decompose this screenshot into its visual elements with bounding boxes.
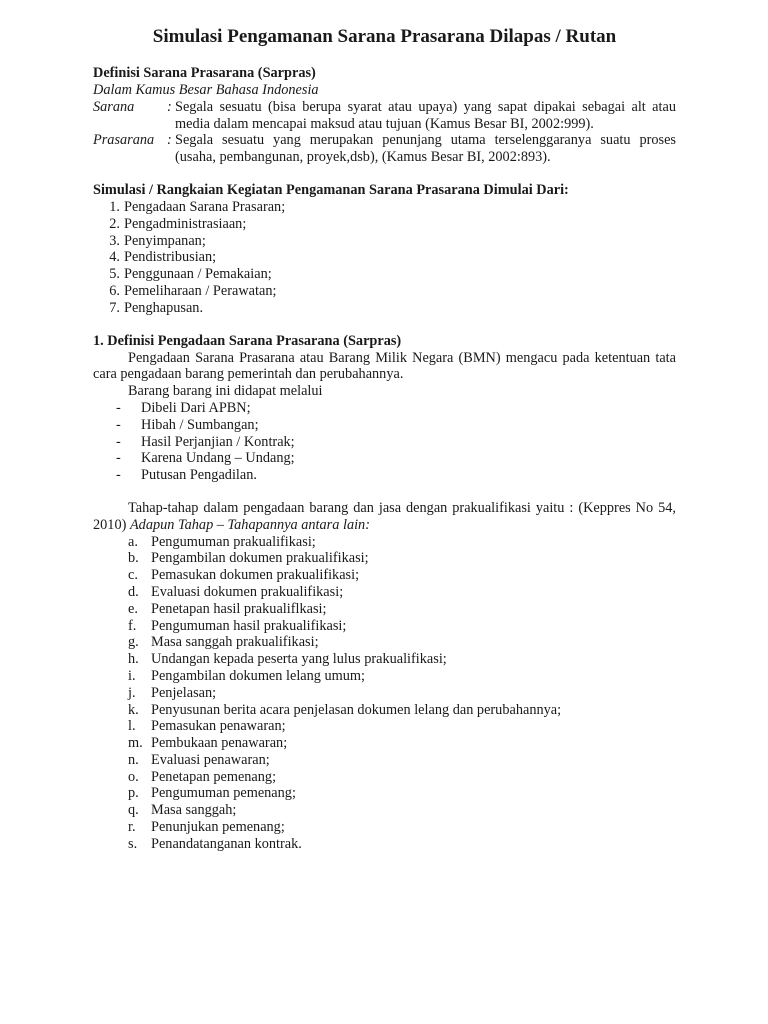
list-number: 6. (109, 282, 120, 299)
list-text: Penunjukan pemenang; (151, 819, 285, 836)
list-letter: k. (128, 701, 139, 718)
list-item (93, 434, 676, 451)
list-text: Pengambilan dokumen lelang umum; (151, 667, 366, 684)
list-dash: - (116, 433, 121, 450)
sources-list (93, 400, 676, 484)
definition-text: Segala sesuatu (bisa berupa syarat atau upaya) yang sapat dipakai sebagai alt atau media dalam mencapai maksud atau tujuan (Kamus Besar BI, 2002:999). (175, 98, 676, 132)
tahap-intro-paragraph (93, 500, 676, 534)
list-item (93, 769, 676, 786)
list-item (93, 400, 676, 417)
list-number: 7. (109, 299, 120, 316)
list-item (93, 450, 676, 467)
list-text: Pemasukan dokumen prakualifikasi; (151, 567, 360, 584)
list-item (93, 417, 676, 434)
list-dash: - (116, 450, 121, 467)
list-letter: h. (128, 651, 139, 668)
list-text: Putusan Pengadilan. (141, 467, 257, 484)
list-text: Penyimpanan; (124, 232, 206, 249)
tahap-list (93, 534, 676, 853)
definition-text: Segala sesuatu yang merupakan penunjang utama terselenggaranya suatu proses (usaha, pembangunan, proyek,dsb), (Kamus Besar BI, 2002:893). (175, 132, 676, 166)
list-text: Pendistribusian; (124, 249, 217, 266)
list-item (93, 567, 676, 584)
list-text: Penggunaan / Pemakaian; (124, 266, 272, 283)
list-letter: m. (128, 735, 143, 752)
list-number: 2. (109, 215, 120, 232)
section1-sources-intro: Barang barang ini didapat melalui (128, 383, 323, 400)
definisi-heading: Definisi Sarana Prasarana (Sarpras) (93, 65, 316, 81)
list-item (93, 802, 676, 819)
list-text: Penandatanganan kontrak. (151, 835, 302, 852)
list-letter: o. (128, 768, 139, 785)
list-letter: c. (128, 567, 138, 584)
list-item (93, 534, 676, 551)
list-item (93, 550, 676, 567)
section1-heading: 1. Definisi Pengadaan Sarana Prasarana (Sarpras) (93, 332, 402, 349)
list-text: Undangan kepada peserta yang lulus prakualifikasi; (151, 651, 447, 668)
list-letter: e. (128, 600, 138, 617)
list-text: Penyusunan berita acara penjelasan dokumen lelang dan perubahannya; (151, 701, 562, 718)
list-dash: - (116, 467, 121, 484)
simulasi-steps-list (93, 199, 676, 317)
definition-term: Sarana (93, 98, 135, 115)
list-number: 1. (109, 198, 120, 215)
list-item (93, 651, 676, 668)
list-item (93, 685, 676, 702)
list-letter: q. (128, 802, 139, 819)
definition-colon: : (167, 98, 172, 115)
list-text: Hibah / Sumbangan; (141, 416, 259, 433)
tahap-intro-text: Tahap-tahap dalam pengadaan barang dan jasa dengan prakualifikasi yaitu : (Keppres No 54, 2010) (93, 499, 676, 533)
list-text: Dibeli Dari APBN; (141, 399, 251, 416)
list-item (93, 601, 676, 618)
list-letter: l. (128, 718, 136, 735)
list-text: Pengadaan Sarana Prasaran; (124, 198, 286, 215)
list-dash: - (116, 399, 121, 416)
list-text: Evaluasi dokumen prakualifikasi; (151, 583, 344, 600)
list-text: Pengumuman pemenang; (151, 785, 296, 802)
list-text: Pengambilan dokumen prakualifikasi; (151, 550, 369, 567)
list-text: Pengumuman hasil prakualifikasi; (151, 617, 347, 634)
list-text: Evaluasi penawaran; (151, 751, 270, 768)
list-text: Penetapan pemenang; (151, 768, 277, 785)
list-text: Penetapan hasil prakualiflkasi; (151, 600, 327, 617)
list-item (93, 216, 676, 233)
definition-sarana (93, 99, 676, 133)
definisi-source: Dalam Kamus Besar Bahasa Indonesia (93, 82, 319, 98)
list-item (93, 618, 676, 635)
list-item (93, 819, 676, 836)
tahap-intro-italic: Adapun Tahap – Tahapannya antara lain: (129, 516, 370, 533)
list-text: Pembukaan penawaran; (151, 735, 288, 752)
list-item (93, 836, 676, 853)
list-item (93, 199, 676, 216)
list-letter: b. (128, 550, 139, 567)
definition-prasarana (93, 132, 676, 166)
list-item (93, 668, 676, 685)
section1-paragraph: Pengadaan Sarana Prasarana atau Barang Milik Negara (BMN) mengacu pada ketentuan tata cara pengadaan barang pemerintah dan perubahannya. (93, 349, 676, 383)
list-text: Hasil Perjanjian / Kontrak; (141, 433, 295, 450)
list-letter: r. (128, 819, 136, 836)
simulasi-heading: Simulasi / Rangkaian Kegiatan Pengamanan Sarana Prasarana Dimulai Dari: (93, 181, 569, 198)
list-number: 3. (109, 232, 120, 249)
list-letter: g. (128, 634, 139, 651)
list-dash: - (116, 416, 121, 433)
list-number: 4. (109, 249, 120, 266)
list-item (93, 752, 676, 769)
list-item (93, 249, 676, 266)
list-text: Karena Undang – Undang; (141, 450, 295, 467)
list-letter: i. (128, 667, 136, 684)
list-text: Pemeliharaan / Perawatan; (124, 282, 277, 299)
list-letter: s. (128, 835, 138, 852)
list-item (93, 718, 676, 735)
list-text: Pengadministrasiaan; (124, 215, 247, 232)
list-item (93, 283, 676, 300)
list-text: Penjelasan; (151, 684, 217, 701)
list-item (93, 233, 676, 250)
list-item (93, 634, 676, 651)
definition-term: Prasarana (93, 132, 155, 149)
list-letter: n. (128, 751, 139, 768)
list-text: Penghapusan. (124, 299, 204, 316)
list-item (93, 467, 676, 484)
list-letter: a. (128, 533, 138, 550)
list-item (93, 584, 676, 601)
list-item (93, 266, 676, 283)
list-item (93, 702, 676, 719)
list-item (93, 300, 676, 317)
list-letter: f. (128, 617, 137, 634)
list-text: Pengumuman prakualifikasi; (151, 533, 316, 550)
list-text: Pemasukan penawaran; (151, 718, 286, 735)
list-text: Masa sanggah prakualifikasi; (151, 634, 319, 651)
list-item (93, 735, 676, 752)
document-title: Simulasi Pengamanan Sarana Prasarana Dilapas / Rutan (152, 26, 617, 47)
list-letter: j. (128, 684, 136, 701)
list-item (93, 785, 676, 802)
list-letter: p. (128, 785, 139, 802)
definition-colon: : (167, 132, 172, 149)
list-text: Masa sanggah; (151, 802, 237, 819)
list-number: 5. (109, 266, 120, 283)
list-letter: d. (128, 583, 139, 600)
